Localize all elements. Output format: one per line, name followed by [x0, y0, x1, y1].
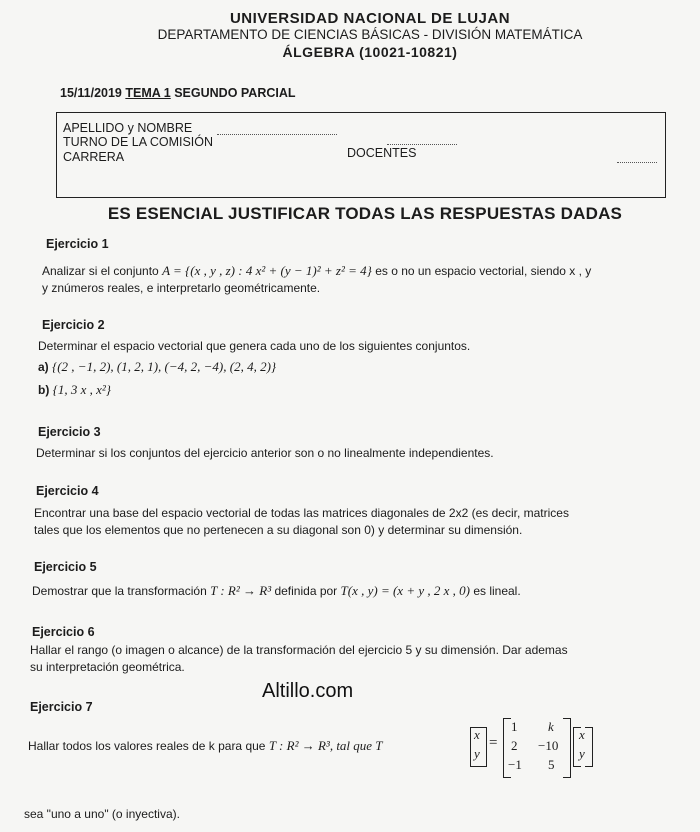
ex7-pre: Hallar todos los valores reales de k para que — [28, 739, 266, 753]
matrix-cell: 5 — [548, 757, 555, 772]
ex1-pre: Analizar si el conjunto — [42, 264, 159, 278]
course-name: ÁLGEBRA (10021-10821) — [282, 44, 458, 60]
ex5-math1: T : R² → R³ — [210, 583, 272, 598]
turno-label: TURNO DE LA COMISIÓN — [63, 135, 214, 149]
exercise-1-title: Ejercicio 1 — [46, 237, 109, 251]
equals-sign: = — [489, 735, 498, 751]
exercise-6-text — [30, 642, 695, 676]
carrera-dots — [617, 161, 657, 163]
apellido-dots — [217, 133, 337, 135]
matrix-cell: −10 — [538, 738, 559, 753]
vec2-y: y — [579, 746, 585, 761]
ex2a-math: {(2 , −1, 2), (1, 2, 1), (−4, 2, −4), (2, 4, 2)} — [52, 359, 277, 374]
ex4-line1: Encontrar una base del espacio vectorial de todas las matrices diagonales de 2x2 (es decir, matrices — [34, 506, 569, 520]
exam-type: SEGUNDO PARCIAL — [174, 86, 296, 100]
exam-tema: TEMA 1 — [125, 86, 171, 100]
exercise-1-text — [42, 262, 682, 297]
exercise-7-title: Ejercicio 7 — [30, 700, 93, 714]
exam-date: 15/11/2019 — [60, 86, 122, 100]
apellido-label: APELLIDO y NOMBRE — [63, 121, 193, 135]
exercise-3-text: Determinar si los conjuntos del ejercicio anterior son o no linealmente independientes. — [36, 446, 494, 460]
ex2a-label: a) — [38, 360, 49, 374]
exercise-6-title: Ejercicio 6 — [32, 625, 95, 639]
exercise-4-title: Ejercicio 4 — [36, 484, 99, 498]
ex1-math: A = {(x , y , z) : 4 x² + (y − 1)² + z² = 4} — [162, 263, 372, 278]
exercise-5-title: Ejercicio 5 — [34, 560, 97, 574]
exercise-2-text: Determinar el espacio vectorial que genera cada uno de los siguientes conjuntos. — [38, 339, 471, 353]
exercise-3-title: Ejercicio 3 — [38, 425, 101, 439]
docentes-dots — [387, 143, 457, 145]
vec-x: x — [474, 727, 480, 742]
ex2b-label: b) — [38, 383, 50, 397]
ex6-line2: su interpretación geométrica. — [30, 660, 185, 674]
ex2b-math: {1, 3 x , x²} — [52, 382, 112, 397]
ex6-line1: Hallar el rango (o imagen o alcance) de la transformación del ejercicio 5 y su dimensión. Dar ademas — [30, 643, 568, 657]
exercise-7-text — [28, 737, 383, 755]
student-info-box — [56, 112, 666, 198]
department-name: DEPARTAMENTO DE CIENCIAS BÁSICAS - DIVISIÓN MATEMÁTICA — [157, 27, 583, 42]
justify-warning: ES ESENCIAL JUSTIFICAR TODAS LAS RESPUESTAS DADAS — [107, 204, 623, 223]
ex5-math2: T(x , y) = (x + y , 2 x , 0) — [340, 583, 470, 598]
exercise-2a — [38, 358, 276, 376]
carrera-label: CARRERA — [63, 150, 125, 164]
exercise-2-title: Ejercicio 2 — [42, 318, 105, 332]
vec-y: y — [474, 746, 480, 761]
watermark: Altillo.com — [262, 680, 354, 702]
university-name: UNIVERSIDAD NACIONAL DE LUJAN — [229, 10, 511, 27]
matrix-cell: −1 — [508, 757, 522, 772]
ex7-math: T : R² → R³, tal que T — [268, 738, 383, 753]
exam-date-line — [60, 86, 296, 100]
docentes-label: DOCENTES — [347, 146, 417, 160]
ex5-post: es lineal. — [473, 584, 521, 598]
ex4-line2: tales que los elementos que no pertenecen a su diagonal son 0) y determinar su dimensión. — [34, 523, 523, 537]
vector2-right-bracket — [585, 727, 593, 767]
ex5-mid: definida por — [274, 584, 338, 598]
matrix-cell: 2 — [511, 738, 518, 753]
matrix-cell: k — [548, 719, 554, 734]
exercise-7-line2: sea "uno a uno" (o inyectiva). — [24, 807, 180, 821]
matrix-cell: 1 — [511, 719, 518, 734]
exercise-2b — [38, 381, 111, 399]
ex5-pre: Demostrar que la transformación — [32, 584, 207, 598]
exercise-4-text — [34, 505, 694, 539]
ex1-post: es o no un espacio vectorial, siendo x , y — [375, 264, 592, 278]
ex1-line2: y znúmeros reales, e interpretarlo geométricamente. — [42, 281, 321, 295]
exercise-5-text — [32, 582, 692, 600]
vec2-x: x — [579, 727, 585, 742]
matrix-right-bracket — [563, 718, 571, 778]
